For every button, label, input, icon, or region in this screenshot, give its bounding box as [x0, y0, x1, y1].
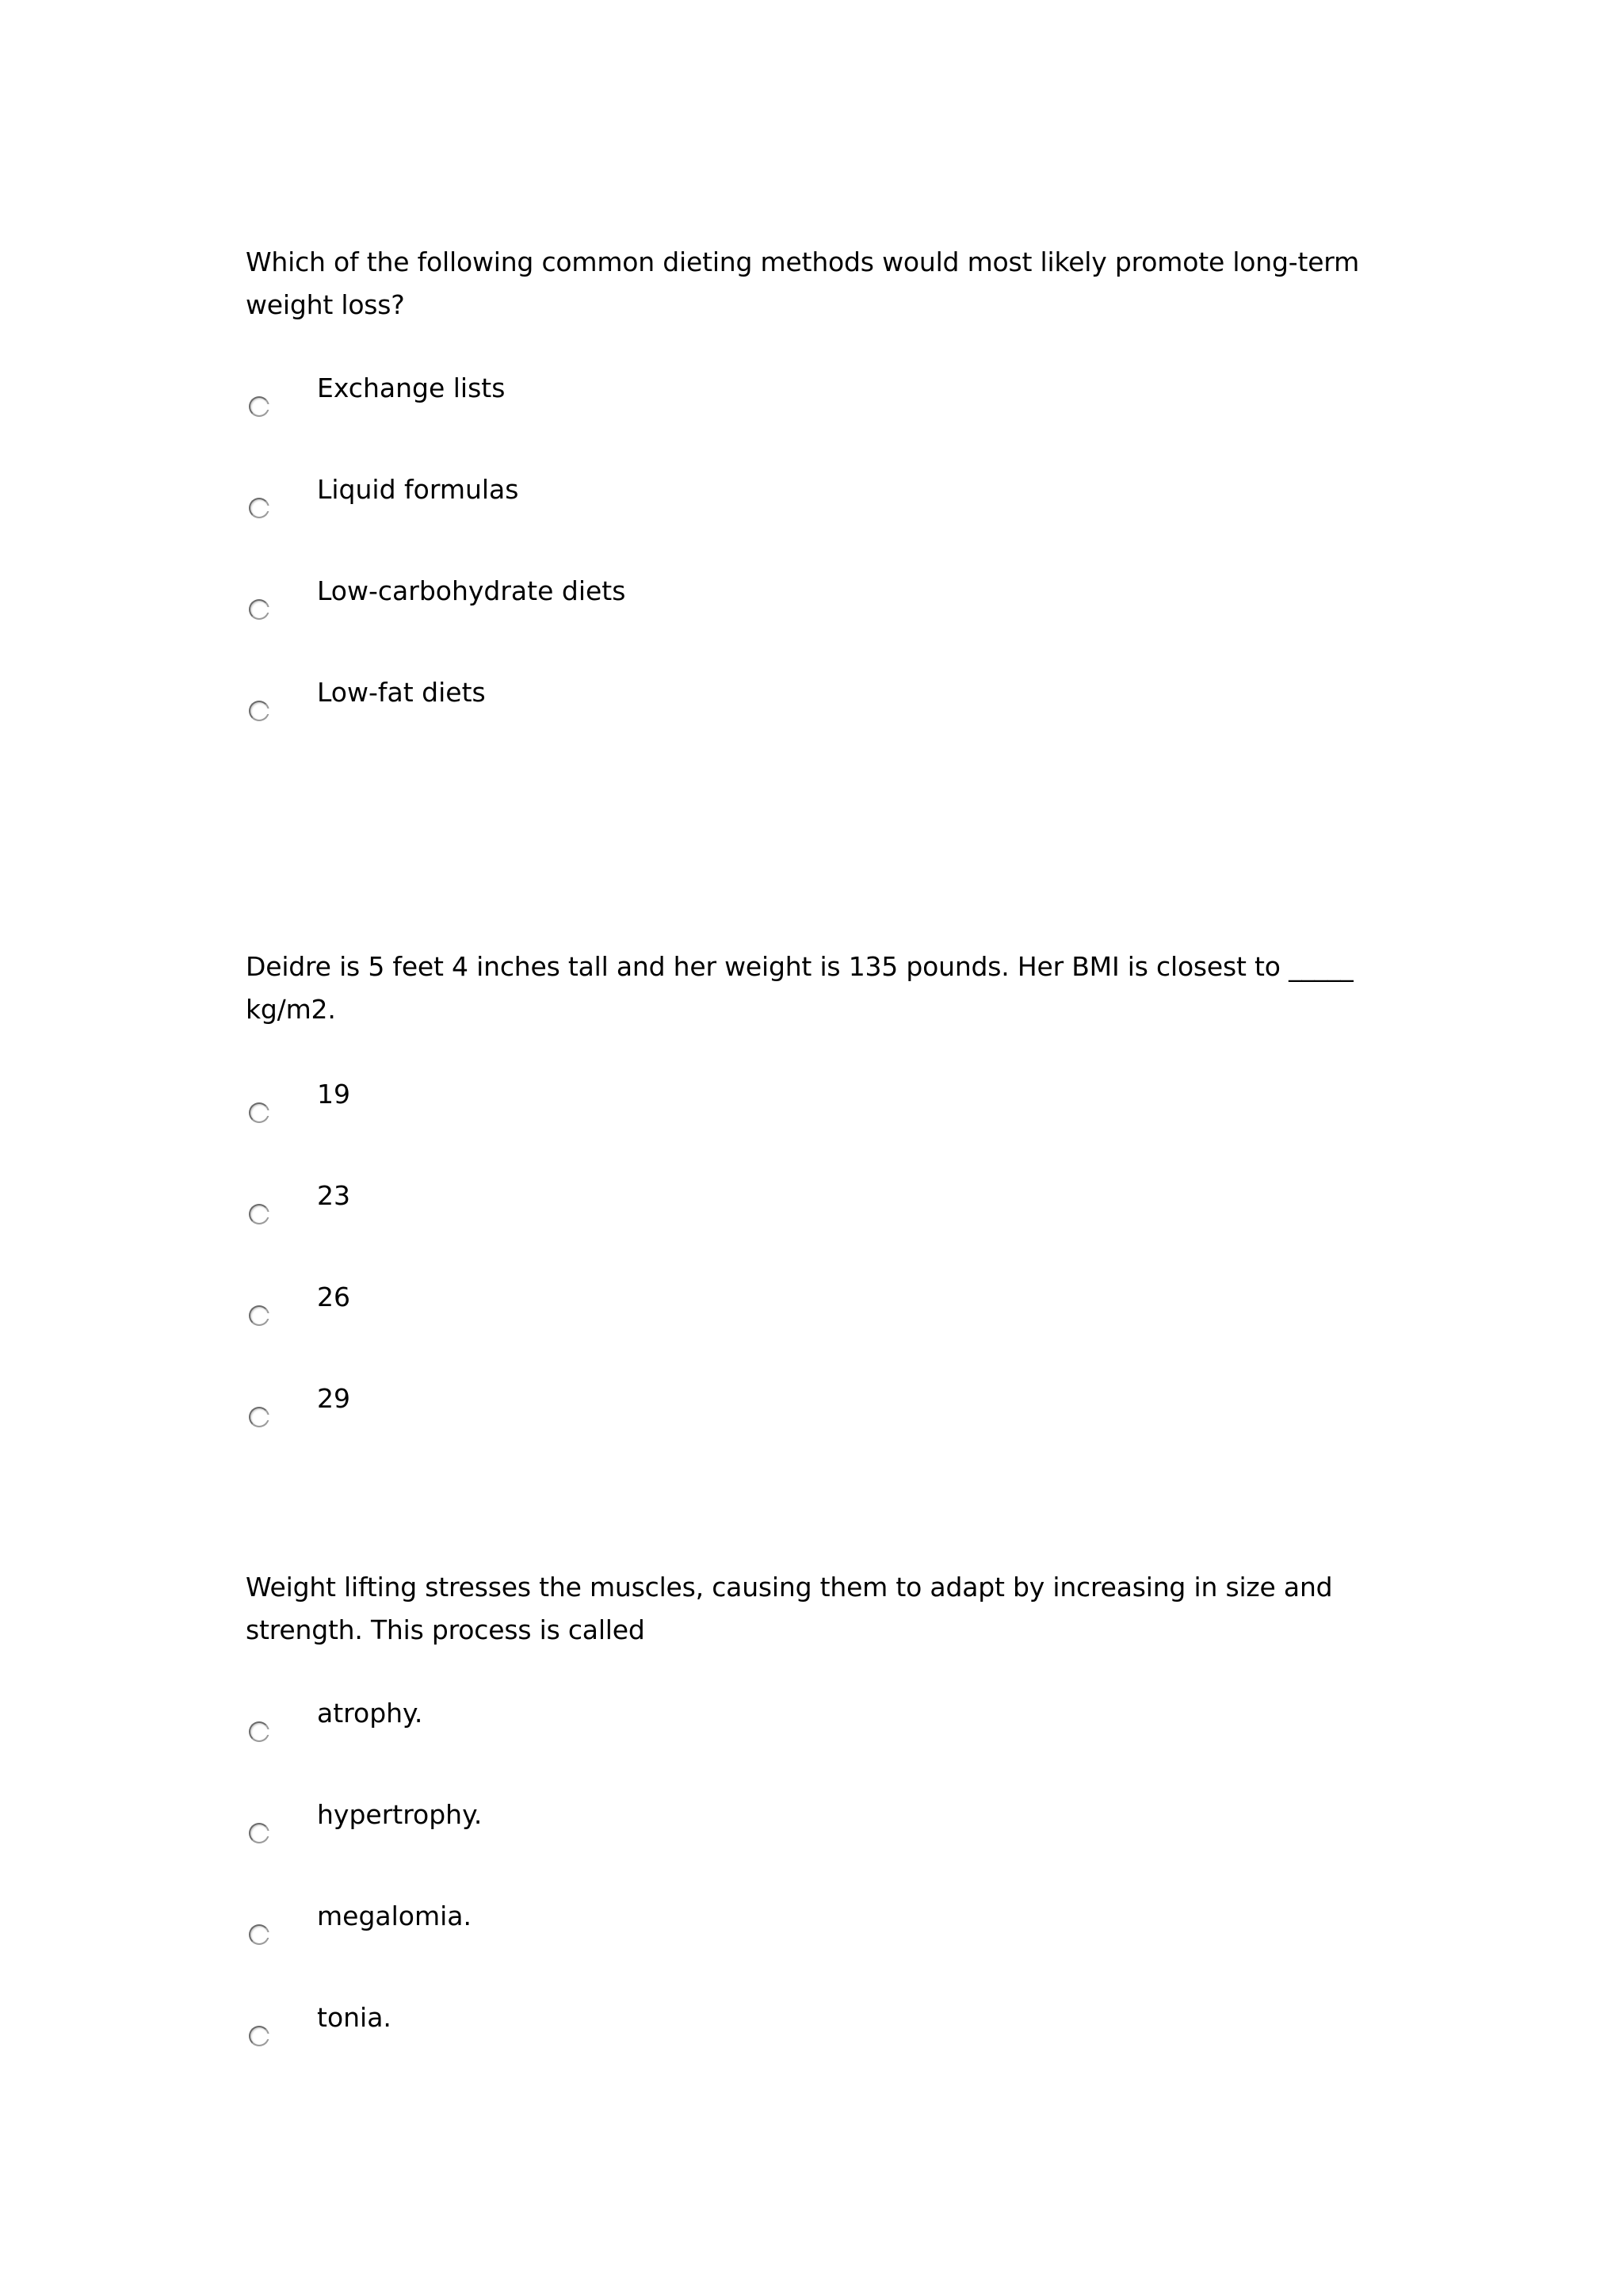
question-2-text: Deidre is 5 feet 4 inches tall and her weight is 135 pounds. Her BMI is closest to _____ kg/m2. — [246, 951, 1354, 1025]
radio-button[interactable] — [249, 498, 269, 518]
option-item[interactable] — [246, 1280, 1387, 1381]
option-label[interactable]: Low-fat diets — [317, 677, 486, 708]
option-item[interactable] — [246, 1797, 1387, 1899]
question-1-options — [246, 371, 1387, 777]
option-item[interactable] — [246, 472, 1387, 574]
option-label[interactable]: 23 — [317, 1180, 350, 1211]
question-3-options — [246, 1696, 1387, 2102]
radio-button[interactable] — [249, 1102, 269, 1123]
radio-button[interactable] — [249, 2026, 269, 2046]
option-item[interactable] — [246, 1899, 1387, 2000]
option-item[interactable] — [246, 1696, 1387, 1797]
question-2-options — [246, 1077, 1387, 1483]
radio-button[interactable] — [249, 1407, 269, 1427]
option-item[interactable] — [246, 2000, 1387, 2102]
radio-button[interactable] — [249, 1305, 269, 1326]
option-label[interactable]: Low-carbohydrate diets — [317, 575, 626, 606]
option-label[interactable]: hypertrophy. — [317, 1799, 483, 1830]
radio-button[interactable] — [249, 1924, 269, 1945]
option-label[interactable]: tonia. — [317, 2002, 391, 2033]
radio-button[interactable] — [249, 599, 269, 620]
radio-button[interactable] — [249, 396, 269, 417]
option-label[interactable]: megalomia. — [317, 1901, 472, 1931]
option-item[interactable] — [246, 371, 1387, 472]
option-label[interactable]: 29 — [317, 1383, 350, 1414]
option-label[interactable]: Liquid formulas — [317, 474, 519, 505]
radio-button[interactable] — [249, 701, 269, 721]
option-item[interactable] — [246, 1381, 1387, 1483]
question-3-text: Weight lifting stresses the muscles, causing them to adapt by increasing in size and strength. This process is called — [246, 1572, 1333, 1645]
option-label[interactable]: 19 — [317, 1079, 350, 1110]
question-3 — [246, 1566, 1387, 2102]
option-item[interactable] — [246, 574, 1387, 675]
radio-button[interactable] — [249, 1721, 269, 1742]
option-label[interactable]: atrophy. — [317, 1698, 423, 1729]
question-1-text: Which of the following common dieting methods would most likely promote long-term weight loss? — [246, 246, 1360, 320]
option-label[interactable]: Exchange lists — [317, 372, 506, 403]
option-item[interactable] — [246, 1077, 1387, 1179]
question-2 — [246, 946, 1387, 1483]
radio-button[interactable] — [249, 1204, 269, 1224]
radio-button[interactable] — [249, 1823, 269, 1843]
option-item[interactable] — [246, 1179, 1387, 1280]
question-1 — [246, 241, 1387, 777]
option-item[interactable] — [246, 675, 1387, 777]
option-label[interactable]: 26 — [317, 1282, 350, 1312]
